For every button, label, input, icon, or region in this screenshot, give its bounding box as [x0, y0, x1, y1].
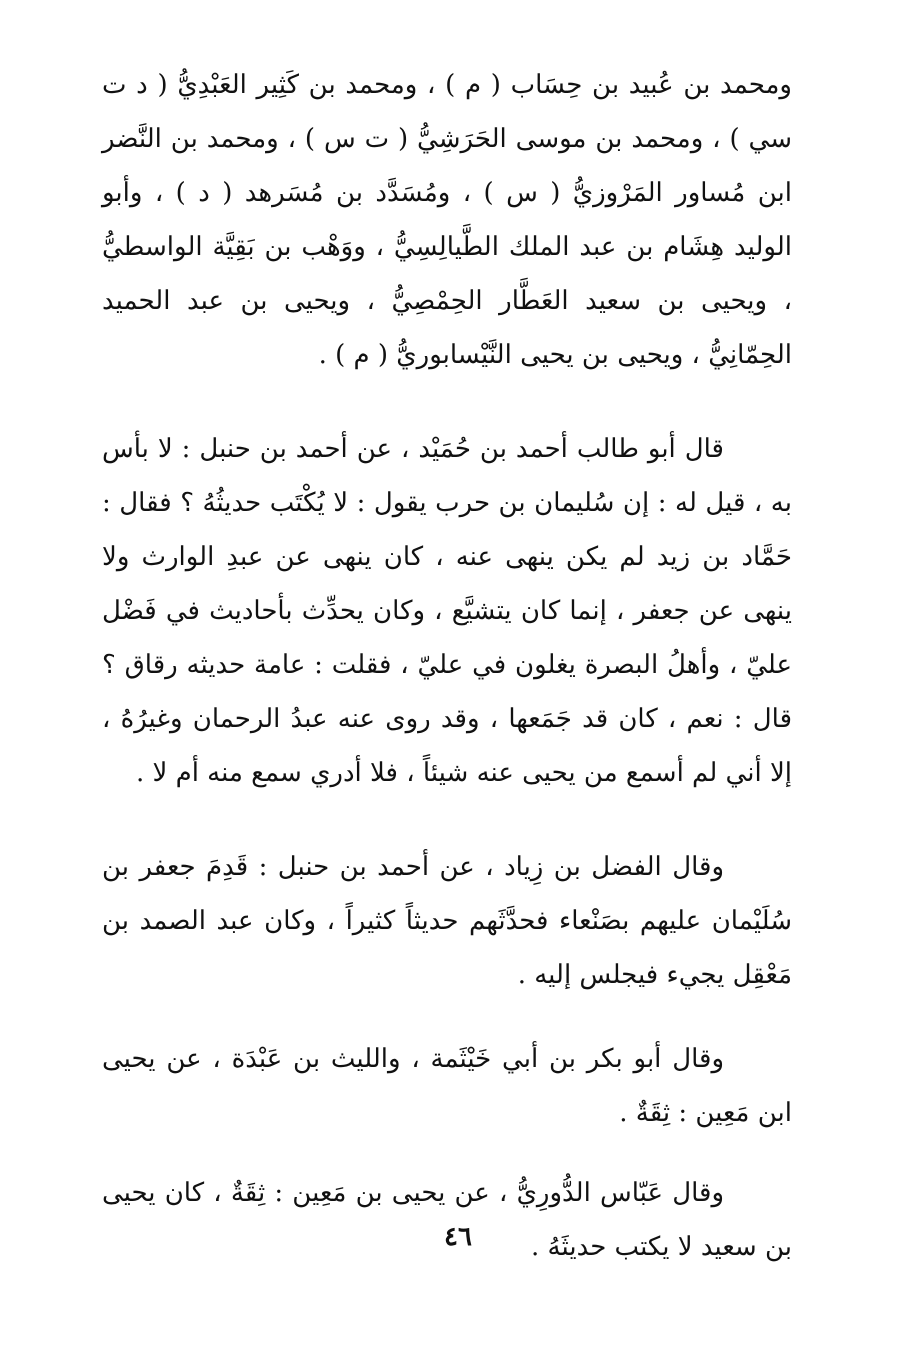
- paragraph-al-fadl: وقال الفضل بن زِياد ، عن أحمد بن حنبل : قَدِمَ جعفر بن سُلَيْمان عليهم بصَنْعاء فحدَّثَهم حديثاً كثيراً ، وكان عبد الصمد بن مَعْقِل يجيء فيجلس إليه .: [102, 852, 792, 990]
- paragraph-abu-talib: قال أبو طالب أحمد بن حُمَيْد ، عن أحمد بن حنبل : لا بأس به ، قيل له : إن سُليمان بن حرب يقول : لا يُكْتَب حديثُهُ ؟ فقال : حَمَّاد بن زيد لم يكن ينهى عنه ، كان ينهى عن عبدِ الوارث ولا ينهى عن جعفر ، إنما كان يتشيَّع ، وكان يحدِّث بأحاديث في فَضْل عليّ ، وأهلُ البصرة يغلون في عليّ ، فقلت : عامة حديثه رقاق ؟ قال : نعم ، كان قد جَمَعها ، وقد روى عنه عبدُ الرحمان وغيرُهُ ، إلا أني لم أسمع من يحيى عنه شيئاً ، فلا أدري سمع منه أم لا .: [102, 434, 792, 788]
- paragraph-narrators-list: ومحمد بن عُبيد بن حِسَاب ( م ) ، ومحمد بن كَثِير العَبْدِيُّ ( د ت سي ) ، ومحمد بن موسى الحَرَشِيُّ ( ت س ) ، ومحمد بن النَّضر ابن مُساور المَرْوزيُّ ( س ) ، ومُسَدَّد بن مُسَرهد ( د ) ، وأبو الوليد هِشَام بن عبد الملك الطَّيالِسِيُّ ، ووَهْب بن بَقِيَّة الواسطيُّ ، ويحيى بن سعيد العَطَّار الحِمْصِيُّ ، ويحيى بن عبد الحميد الحِمّانِيُّ ، ويحيى بن يحيى النَّيْسابوريُّ ( م ) .: [102, 70, 792, 370]
- paragraph-abbas-al-duri: وقال عَبّاس الدُّورِيُّ ، عن يحيى بن مَعِين : ثِقَةٌ ، كان يحيى بن سعيد لا يكتب حديثَهُ .: [102, 1178, 792, 1262]
- paragraph-abu-bakr: وقال أبو بكر بن أبي خَيْثَمة ، والليث بن عَبْدَة ، عن يحيى ابن مَعِين : ثِقَةٌ .: [102, 1044, 792, 1128]
- page-number: ٤٦: [444, 1222, 472, 1252]
- page-body: [102, 58, 792, 1274]
